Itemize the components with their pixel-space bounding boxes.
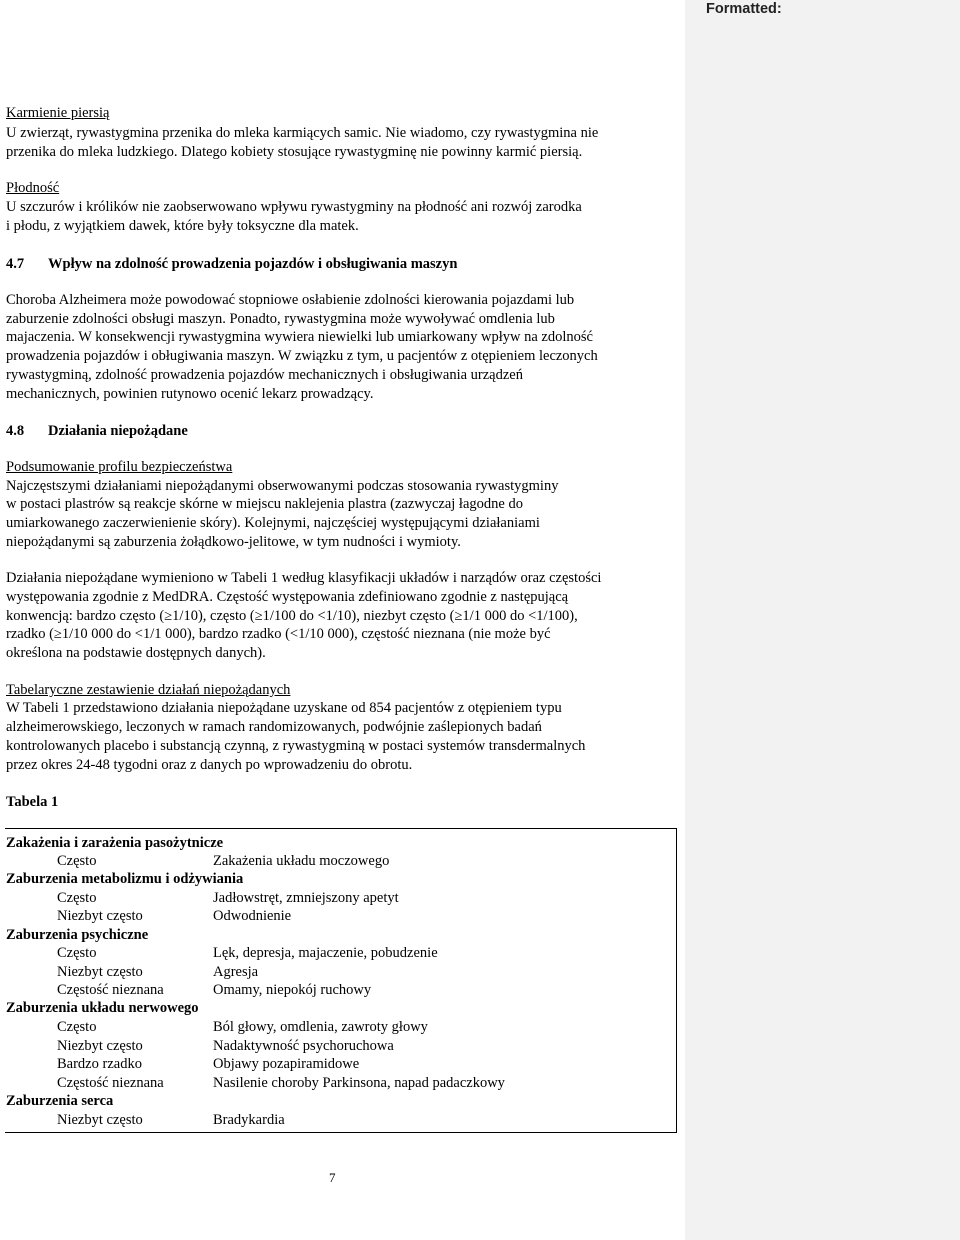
classification-line-5: określona na podstawie dostępnych danych). <box>6 645 266 661</box>
table-row-frequency: Niezbyt często <box>57 1112 143 1128</box>
fertility-line-1: U szczurów i królików nie zaobserwowano wpływu rywastygminy na płodność ani rozwój zarodka <box>6 199 582 215</box>
table-row-effect: Ból głowy, omdlenia, zawroty głowy <box>213 1019 428 1035</box>
table-row-effect: Jadłowstręt, zmniejszony apetyt <box>213 890 399 906</box>
section-4-7-line-4: prowadzenia pojazdów i obługiwania maszyn. W związku z tym, u pacjentów z otępieniem leczonych <box>6 348 598 364</box>
table-row-effect: Nadaktywność psychoruchowa <box>213 1038 394 1054</box>
table-category-cardiac: Zaburzenia serca <box>6 1093 114 1109</box>
tabular-summary-line-2: alzheimerowskiego, leczonych w ramach randomizowanych, podwójnie zaślepionych badań <box>6 719 542 735</box>
page-number: 7 <box>329 1170 336 1185</box>
table-row-effect: Zakażenia układu moczowego <box>213 853 390 869</box>
classification-line-2: występowania zgodnie z MedDRA. Częstość występowania zdefiniowano zgodnie z następującą <box>6 589 569 605</box>
section-4-8-title: Działania niepożądane <box>48 423 188 439</box>
fertility-heading: Płodność <box>6 180 60 196</box>
section-4-7-line-6: mechanicznych, powinien rutynowo ocenić lekarz prowadzący. <box>6 386 374 402</box>
tabular-summary-line-1: W Tabeli 1 przedstawiono działania niepożądane uzyskane od 854 pacjentów z otępieniem typu <box>6 700 562 716</box>
safety-summary-line-4: niepożądanymi są zaburzenia żołądkowo-jelitowe, w tym nudności i wymioty. <box>6 534 461 550</box>
table-row-effect: Omamy, niepokój ruchowy <box>213 982 372 998</box>
fertility-line-2: i płodu, z wyjątkiem dawek, które były toksyczne dla matek. <box>6 218 359 234</box>
table-row-effect: Nasilenie choroby Parkinsona, napad padaczkowy <box>213 1075 505 1091</box>
table-row-frequency: Często <box>57 1019 97 1035</box>
table-row-effect: Odwodnienie <box>213 908 292 924</box>
table-category-psychiatric: Zaburzenia psychiczne <box>6 927 149 943</box>
section-4-7-line-3: majaczenia. W konsekwencji rywastygmina wywiera niewielki lub umiarkowany wpływ na zdolność <box>6 329 593 345</box>
table-row-effect: Bradykardia <box>213 1112 285 1128</box>
table-row-frequency: Częstość nieznana <box>57 1075 164 1091</box>
tabular-summary-heading: Tabelaryczne zestawienie działań niepożądanych <box>6 682 291 698</box>
table-row-frequency: Niezbyt często <box>57 908 143 924</box>
table-row-effect: Agresja <box>213 964 259 980</box>
section-4-7-heading <box>6 255 457 274</box>
lactation-line-1: U zwierząt, rywastygmina przenika do mleka karmiących samic. Nie wiadomo, czy rywastygmina nie <box>6 125 599 141</box>
section-4-7-line-5: rywastygminą, zdolność prowadzenia pojazdów mechanicznych i obsługiwania urządzeń <box>6 367 523 383</box>
safety-summary-heading: Podsumowanie profilu bezpieczeństwa <box>6 459 233 475</box>
section-4-7-title: Wpływ na zdolność prowadzenia pojazdów i obsługiwania maszyn <box>48 256 458 272</box>
section-4-8-heading <box>6 422 188 441</box>
table-row-frequency: Często <box>57 890 97 906</box>
table-row-frequency: Bardzo rzadko <box>57 1056 142 1072</box>
formatted-label: Formatted: <box>706 1 782 17</box>
table-category-nervous-system: Zaburzenia układu nerwowego <box>6 1000 199 1016</box>
table-category-metabolism: Zaburzenia metabolizmu i odżywiania <box>6 871 244 887</box>
tabular-summary-line-3: kontrolowanych placebo i substancją czynną, z rywastygminą w postaci systemów transdermalnych <box>6 738 586 754</box>
section-4-7-number: 4.7 <box>6 256 25 272</box>
table-category-infections: Zakażenia i zarażenia pasożytnicze <box>6 835 224 851</box>
table-row-frequency: Niezbyt często <box>57 1038 143 1054</box>
safety-summary-line-2: w postaci plastrów są reakcje skórne w miejscu naklejenia plastra (zazwyczaj łagodne do <box>6 496 523 512</box>
classification-line-3: konwencją: bardzo często (≥1/10), często (≥1/100 do <1/10), niezbyt często (≥1/1 000 do <1/100), <box>6 608 578 624</box>
adverse-reactions-table <box>5 828 677 1133</box>
classification-line-1: Działania niepożądane wymieniono w Tabeli 1 według klasyfikacji układów i narządów oraz częstości <box>6 570 602 586</box>
section-4-8-number: 4.8 <box>6 423 25 439</box>
table-row-frequency: Często <box>57 853 97 869</box>
safety-summary-line-1: Najczęstszymi działaniami niepożądanymi obserwowanymi podczas stosowania rywastygminy <box>6 478 559 494</box>
tabular-summary-line-4: przez okres 24-48 tygodni oraz z danych po wprowadzeniu do obrotu. <box>6 757 413 773</box>
lactation-line-2: przenika do mleka ludzkiego. Dlatego kobiety stosujące rywastygminę nie powinny karmić piersią. <box>6 144 583 160</box>
section-4-7-line-2: zaburzenie zdolności obsługi maszyn. Ponadto, rywastygmina może wywoływać omdlenia lub <box>6 311 555 327</box>
comment-margin-pane <box>685 0 960 1240</box>
table-title: Tabela 1 <box>6 794 59 810</box>
table-row-effect: Lęk, depresja, majaczenie, pobudzenie <box>213 945 438 961</box>
section-4-7-line-1: Choroba Alzheimera może powodować stopniowe osłabienie zdolności kierowania pojazdami lub <box>6 292 575 308</box>
table-row-frequency: Niezbyt często <box>57 964 143 980</box>
table-row-frequency: Często <box>57 945 97 961</box>
table-row-effect: Objawy pozapiramidowe <box>213 1056 360 1072</box>
classification-line-4: rzadko (≥1/10 000 do <1/1 000), bardzo rzadko (<1/10 000), częstość nieznana (nie może być <box>6 626 551 642</box>
safety-summary-line-3: umiarkowanego zaczerwienienie skóry). Kolejnymi, najczęściej występującymi działaniami <box>6 515 540 531</box>
lactation-heading: Karmienie piersią <box>6 105 110 121</box>
table-row-frequency: Częstość nieznana <box>57 982 164 998</box>
